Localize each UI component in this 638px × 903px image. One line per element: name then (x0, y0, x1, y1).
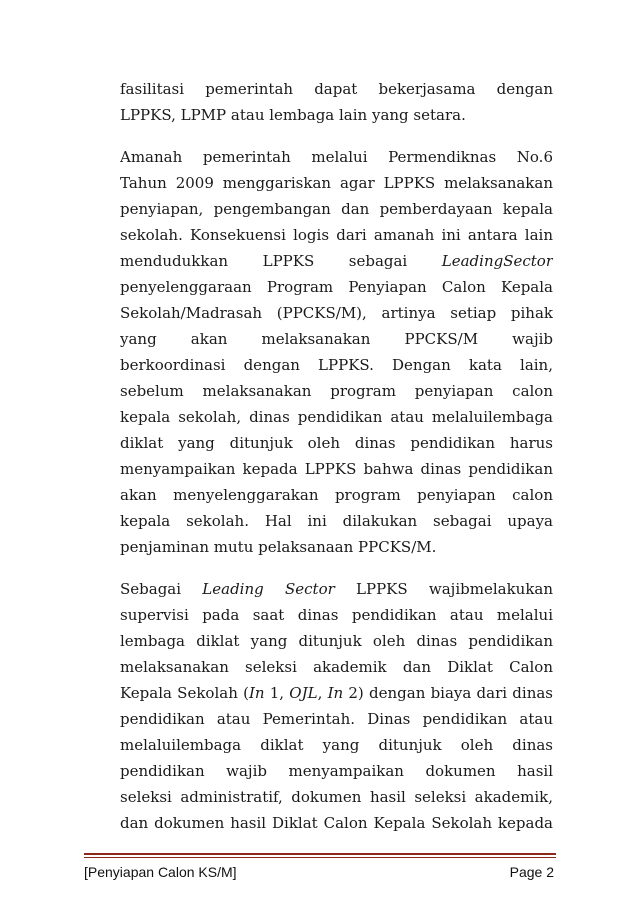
text-line: penjaminan mutu pelaksanaan PPCKS/M. (120, 538, 437, 556)
text-line: kepala sekolah, dinas pendidikan atau melaluilembaga (120, 408, 553, 426)
text-span: 2) dengan biaya dari dinas (343, 684, 553, 702)
text-line: supervisi pada saat dinas pendidikan atau melalui (120, 606, 553, 624)
italic-term: OJL (289, 684, 318, 702)
text-line (120, 680, 553, 706)
text-line: menyampaikan kepada LPPKS bahwa dinas pendidikan (120, 460, 553, 478)
text-line: melaluilembaga diklat yang ditunjuk oleh dinas (120, 736, 553, 754)
footer-page-number: Page 2 (509, 864, 554, 880)
text-line (120, 576, 553, 602)
italic-term: In (248, 684, 265, 702)
text-line: yang akan melaksanakan PPCKS/M wajib (120, 330, 553, 348)
text-span: 1, (264, 684, 290, 702)
text-span: , (317, 684, 328, 702)
italic-term: LeadingSector (441, 252, 553, 270)
text-span: Kepala Sekolah ( (120, 684, 249, 702)
text-line: fasilitasi pemerintah dapat bekerjasama dengan (120, 80, 553, 98)
text-line: seleksi administratif, dokumen hasil seleksi akademik, (120, 788, 553, 806)
body-text (120, 76, 553, 852)
text-line: sebelum melaksanakan program penyiapan calon (120, 382, 553, 400)
text-line: berkoordinasi dengan LPPKS. Dengan kata lain, (120, 356, 553, 374)
paragraph-2 (120, 576, 553, 836)
text-line: dan dokumen hasil Diklat Calon Kepala Sekolah kepada (120, 814, 553, 832)
text-line: Amanah pemerintah melalui Permendiknas No.6 (120, 148, 553, 166)
text-line: penyelenggaraan Program Penyiapan Calon Kepala (120, 278, 553, 296)
text-line: penyiapan, pengembangan dan pemberdayaan kepala (120, 200, 553, 218)
text-span: LPPKS wajibmelakukan (334, 580, 553, 598)
text-span: Sebagai (120, 580, 203, 598)
footer-rule (84, 853, 556, 855)
text-line: melaksanakan seleksi akademik dan Diklat Calon (120, 658, 553, 676)
text-line: sekolah. Konsekuensi logis dari amanah ini antara lain (120, 226, 553, 244)
italic-term: In (327, 684, 344, 702)
text-line: diklat yang ditunjuk oleh dinas pendidikan harus (120, 434, 553, 452)
text-line: LPPKS, LPMP atau lembaga lain yang setara. (120, 106, 466, 124)
text-line: pendidikan wajib menyampaikan dokumen hasil (120, 762, 553, 780)
paragraph-1 (120, 144, 553, 560)
text-span: mendudukkan LPPKS sebagai (120, 252, 442, 270)
text-line: Sekolah/Madrasah (PPCKS/M), artinya setiap pihak (120, 304, 553, 322)
text-line: akan menyelenggarakan program penyiapan calon (120, 486, 553, 504)
text-line: Tahun 2009 menggariskan agar LPPKS melaksanakan (120, 174, 553, 192)
text-line: pendidikan atau Pemerintah. Dinas pendidikan atau (120, 710, 553, 728)
italic-term: Leading Sector (202, 580, 335, 598)
text-line: kepala sekolah. Hal ini dilakukan sebagai upaya (120, 512, 553, 530)
footer-document-title: [Penyiapan Calon KS/M] (84, 864, 237, 880)
text-line: lembaga diklat yang ditunjuk oleh dinas pendidikan (120, 632, 553, 650)
footer-rule-thin (84, 857, 556, 858)
text-line (120, 248, 553, 274)
paragraph-0 (120, 76, 553, 128)
